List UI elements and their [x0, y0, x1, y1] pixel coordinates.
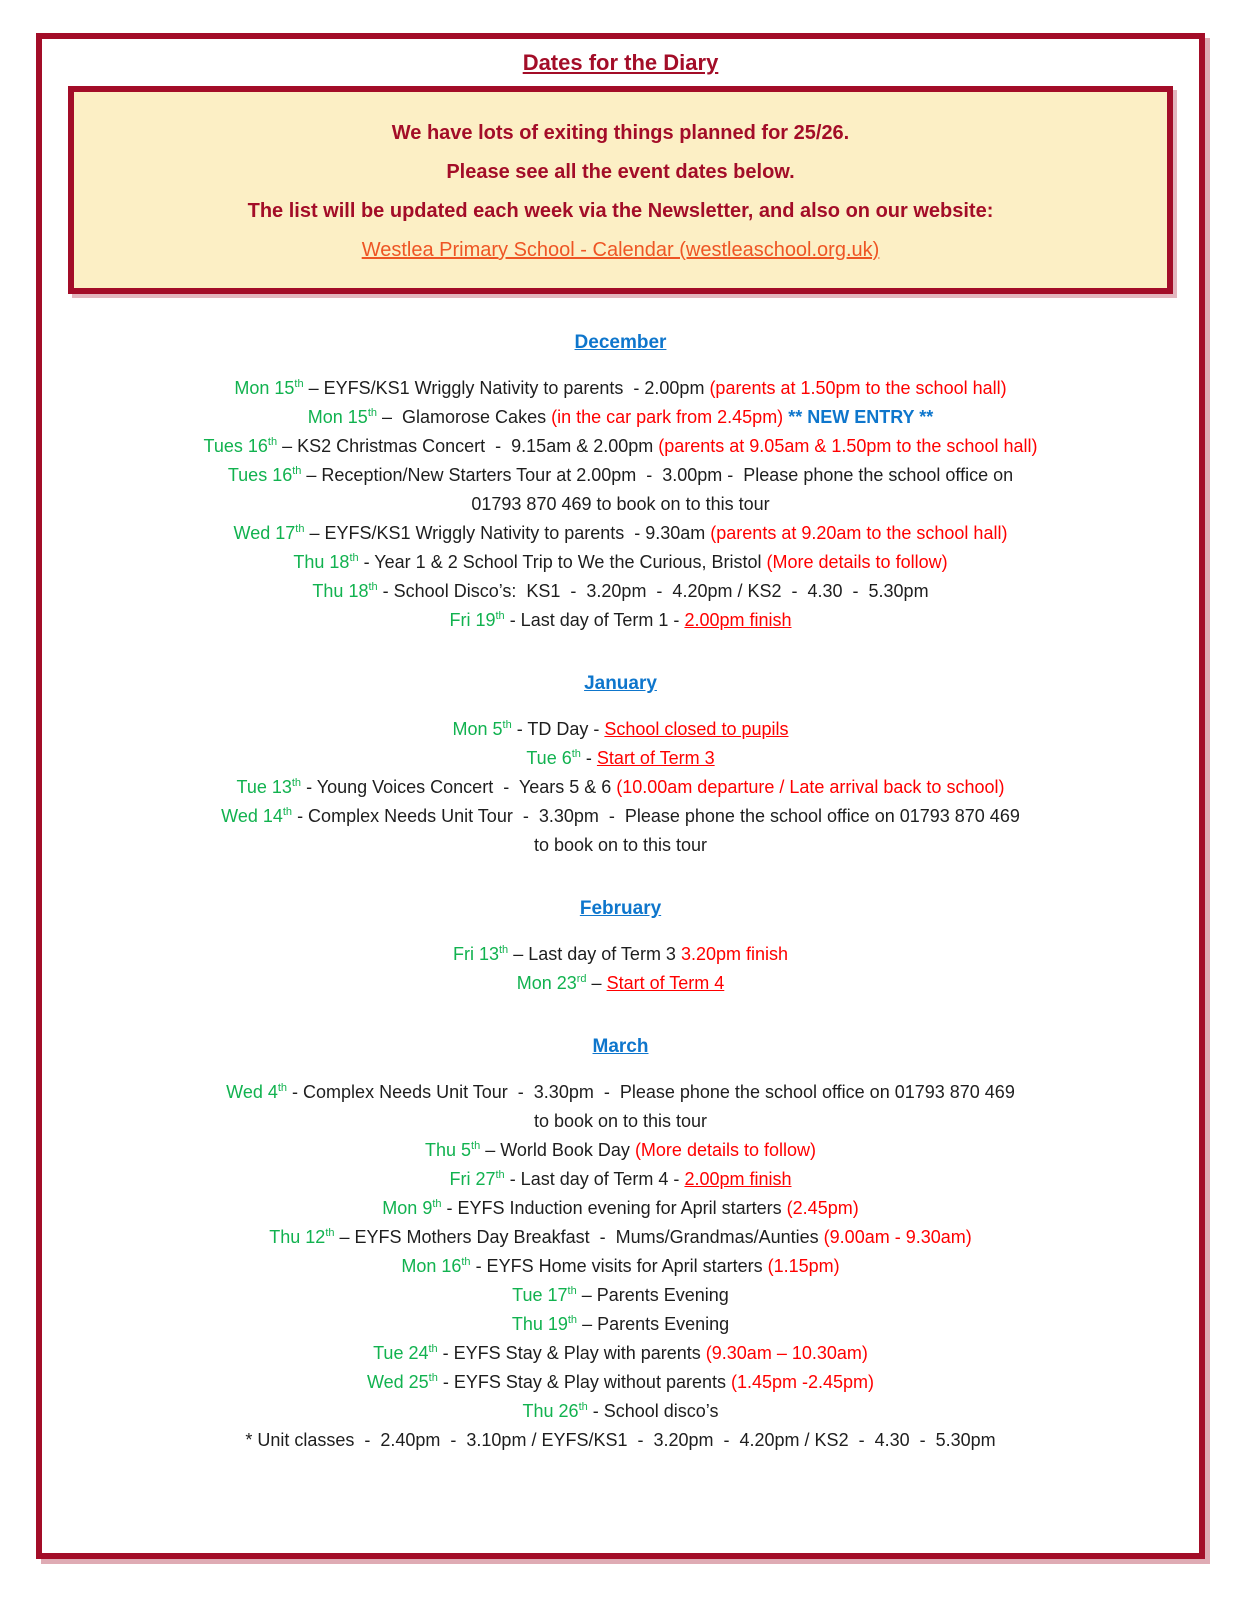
text-segment: to book on to this tour [533, 1111, 708, 1131]
ordinal-suffix: th [428, 1372, 438, 1384]
text-segment: (parents at 9.05am & 1.50pm to the school hall) [658, 436, 1038, 456]
text-segment: Tue 6 [526, 748, 572, 768]
event-line [72, 715, 1169, 744]
event-line [72, 548, 1169, 577]
event-line [72, 1310, 1169, 1339]
ordinal-suffix: th [461, 1256, 471, 1268]
event-line [72, 519, 1169, 548]
text-segment: - School disco’s [587, 1401, 719, 1421]
month-section-january [42, 669, 1199, 860]
ordinal-suffix: th [368, 581, 378, 593]
ordinal-suffix: th [495, 610, 505, 622]
text-segment: 2.00pm finish [684, 1169, 792, 1189]
ordinal-suffix: th [294, 378, 304, 390]
text-segment: to book on to this tour [533, 835, 708, 855]
text-segment: - Last day of Term 1 - [504, 610, 685, 630]
text-segment: (More details to follow) [634, 1140, 817, 1160]
text-segment: Thu 12 [269, 1227, 326, 1247]
event-line [72, 490, 1169, 519]
ordinal-suffix: th [432, 1198, 442, 1210]
ordinal-suffix: th [367, 407, 378, 419]
text-segment: Tue 13 [236, 777, 292, 797]
month-section-march [42, 1032, 1199, 1455]
text-segment: Start of Term 4 [606, 973, 725, 993]
text-segment: Tues 16 [203, 436, 268, 456]
ordinal-suffix: th [325, 1227, 335, 1239]
text-segment: School closed to pupils [604, 719, 789, 739]
text-segment: (2.45pm) [786, 1198, 859, 1218]
text-segment: 01793 870 469 to book on to this tour [471, 494, 770, 514]
text-segment: – Glamorose Cakes [377, 407, 552, 427]
event-line [72, 374, 1169, 403]
text-segment: (parents at 1.50pm to the school hall) [709, 378, 1007, 398]
text-segment: - Young Voices Concert - Years 5 & 6 [301, 777, 617, 797]
text-segment: 3.20pm finish [680, 944, 789, 964]
text-segment: Wed 25 [366, 1372, 429, 1392]
text-segment: (More details to follow) [766, 552, 948, 572]
text-segment: Mon 15 [307, 407, 368, 427]
text-segment: - Complex Needs Unit Tour - 3.30pm - Please phone the school office on 01793 870 469 [287, 1082, 1015, 1102]
event-line [72, 461, 1169, 490]
text-segment: - EYFS Induction evening for April starters [441, 1198, 787, 1218]
event-line [72, 1397, 1169, 1426]
event-line [72, 1339, 1169, 1368]
text-segment: – EYFS/KS1 Wriggly Nativity to parents - 9.30am [304, 523, 711, 543]
text-segment: - TD Day - [511, 719, 605, 739]
event-line [72, 1194, 1169, 1223]
event-line [72, 1426, 1169, 1455]
text-segment: (9.00am - 9.30am) [823, 1227, 972, 1247]
month-heading: March [592, 1036, 649, 1057]
event-line [72, 744, 1169, 773]
text-segment: Fri 13 [452, 944, 499, 964]
sections [42, 328, 1199, 1455]
newsletter-page [36, 33, 1205, 1559]
month-heading: December [574, 332, 667, 353]
text-segment: Wed 4 [226, 1082, 278, 1102]
event-line [72, 1223, 1169, 1252]
text-segment: Fri 27 [449, 1169, 496, 1189]
ordinal-suffix: th [428, 1343, 438, 1355]
text-segment: - Last day of Term 4 - [504, 1169, 685, 1189]
text-segment: Fri 19 [449, 610, 496, 630]
event-line [72, 432, 1169, 461]
text-segment: Thu 26 [522, 1401, 579, 1421]
ordinal-suffix: rd [576, 973, 587, 985]
ordinal-suffix: th [471, 1140, 481, 1152]
text-segment: * Unit classes - 2.40pm - 3.10pm / EYFS/KS1 - 3.20pm - 4.20pm / KS2 - 4.30 - 5.30pm [245, 1430, 996, 1450]
event-line [72, 1368, 1169, 1397]
event-line [72, 831, 1169, 860]
text-segment: - EYFS Stay & Play without parents [437, 1372, 731, 1392]
calendar-link[interactable]: Westlea Primary School - Calendar (westleaschool.org.uk) [361, 239, 880, 261]
text-segment: Tues 16 [227, 465, 293, 485]
text-segment: Thu 18 [293, 552, 350, 572]
intro-box [68, 86, 1173, 294]
text-segment: Mon 15 [234, 378, 295, 398]
text-segment: – Parents Evening [576, 1285, 729, 1305]
text-segment: – [586, 973, 607, 993]
text-segment: Thu 18 [312, 581, 369, 601]
text-segment: Wed 14 [221, 806, 283, 826]
text-segment: 2.00pm finish [684, 610, 792, 630]
event-line [72, 773, 1169, 802]
event-line [72, 969, 1169, 998]
ordinal-suffix: th [291, 777, 302, 789]
ordinal-suffix: th [578, 1401, 588, 1413]
text-segment: (10.00am departure / Late arrival back to school) [616, 777, 1005, 797]
text-segment: Mon 9 [382, 1198, 433, 1218]
text-segment: (1.15pm) [767, 1256, 840, 1276]
ordinal-suffix: th [502, 719, 512, 731]
ordinal-suffix: th [267, 436, 278, 448]
ordinal-suffix: th [567, 1314, 578, 1326]
ordinal-suffix: th [277, 1082, 288, 1094]
event-line [72, 802, 1169, 831]
text-segment: (parents at 9.20am to the school hall) [710, 523, 1008, 543]
event-line [72, 940, 1169, 969]
text-segment: Mon 16 [401, 1256, 462, 1276]
ordinal-suffix: th [499, 944, 509, 956]
text-segment: - [580, 748, 597, 768]
text-segment: – Parents Evening [577, 1314, 730, 1334]
text-segment: – World Book Day [480, 1140, 635, 1160]
month-heading: January [584, 673, 657, 694]
intro-line-2: Please see all the event dates below. [446, 161, 795, 183]
event-line [72, 606, 1169, 635]
text-segment: - School Disco’s: KS1 - 3.20pm - 4.20pm / KS2 - 4.30 - 5.30pm [377, 581, 929, 601]
month-section-february [42, 894, 1199, 998]
text-segment: – KS2 Christmas Concert - 9.15am & 2.00pm [277, 436, 659, 456]
text-segment: Thu 5 [424, 1140, 472, 1160]
text-segment: Tue 17 [512, 1285, 568, 1305]
text-segment: Start of Term 3 [596, 748, 715, 768]
text-segment: – Last day of Term 3 [508, 944, 681, 964]
ordinal-suffix: th [292, 465, 302, 477]
text-segment: – EYFS/KS1 Wriggly Nativity to parents - 2.00pm [303, 378, 710, 398]
text-segment: ** NEW ENTRY ** [788, 407, 934, 427]
page-title: Dates for the Diary [522, 50, 719, 75]
intro-line-3: The list will be updated each week via the Newsletter, and also on our website: [247, 200, 994, 222]
intro-link-line [94, 239, 1147, 262]
text-segment: - Complex Needs Unit Tour - 3.30pm - Please phone the school office on 01793 870 469 [292, 806, 1020, 826]
ordinal-suffix: th [282, 806, 293, 818]
text-segment: (1.45pm -2.45pm) [730, 1372, 875, 1392]
event-line [72, 1252, 1169, 1281]
ordinal-suffix: th [295, 523, 305, 535]
ordinal-suffix: th [495, 1169, 505, 1181]
text-segment: Mon 5 [452, 719, 503, 739]
event-line [72, 577, 1169, 606]
event-line [72, 1281, 1169, 1310]
text-segment: – EYFS Mothers Day Breakfast - Mums/Grandmas/Aunties [334, 1227, 824, 1247]
month-section-december [42, 328, 1199, 635]
ordinal-suffix: th [349, 552, 359, 564]
ordinal-suffix: th [571, 748, 581, 760]
month-heading: February [579, 898, 662, 919]
text-segment: (9.30am – 10.30am) [705, 1343, 868, 1363]
text-segment: - EYFS Home visits for April starters [470, 1256, 768, 1276]
event-line [72, 1165, 1169, 1194]
event-line [72, 403, 1169, 432]
text-segment: - Year 1 & 2 School Trip to We the Curious, Bristol [358, 552, 767, 572]
text-segment: – Reception/New Starters Tour at 2.00pm - 3.00pm - Please phone the school office on [301, 465, 1014, 485]
event-line [72, 1136, 1169, 1165]
text-segment: Tue 24 [373, 1343, 429, 1363]
intro-line-1: We have lots of exiting things planned for 25/26. [391, 122, 850, 144]
text-segment: Thu 19 [511, 1314, 568, 1334]
text-segment: Wed 17 [233, 523, 296, 543]
text-segment: Mon 23 [516, 973, 577, 993]
text-segment: (in the car park from 2.45pm) [551, 407, 789, 427]
event-line [72, 1107, 1169, 1136]
text-segment: - EYFS Stay & Play with parents [437, 1343, 706, 1363]
event-line [72, 1078, 1169, 1107]
ordinal-suffix: th [567, 1285, 577, 1297]
